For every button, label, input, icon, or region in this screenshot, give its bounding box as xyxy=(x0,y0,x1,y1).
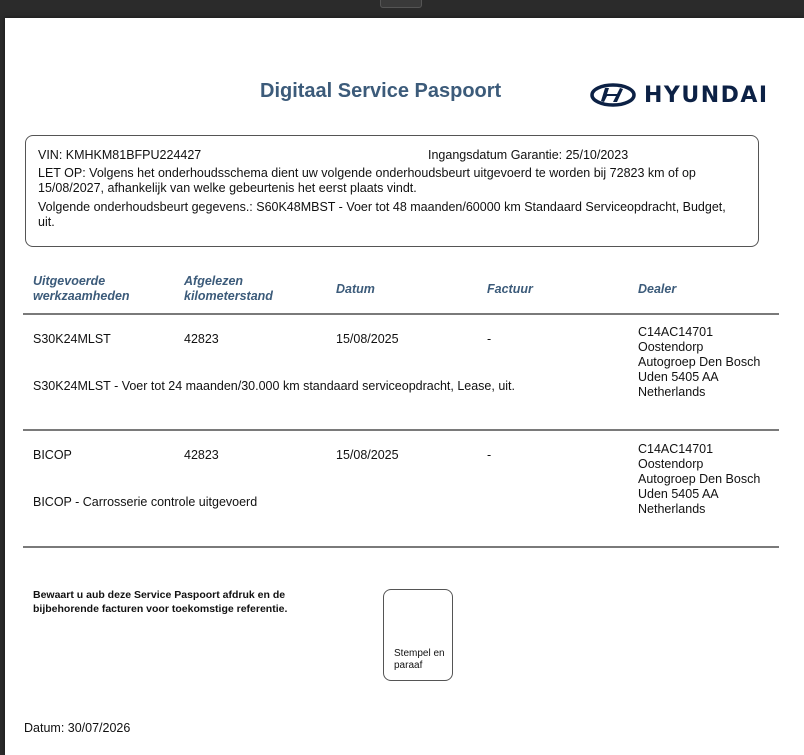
row2-mileage: 42823 xyxy=(184,448,219,462)
dealer-group: Autogroep Den Bosch xyxy=(638,355,761,369)
header-mileage: Afgelezen kilometerstand xyxy=(184,274,273,303)
row2-description: BICOP - Carrosserie controle uitgevoerd xyxy=(33,495,258,509)
header-dealer: Dealer xyxy=(638,282,677,296)
vehicle-info-box xyxy=(25,135,759,247)
dealer-city: Uden 5405 AA xyxy=(638,370,719,384)
dealer-group: Autogroep Den Bosch xyxy=(638,472,761,486)
next-service-text: Volgende onderhoudsbeurt gegevens.: S60K48MBST - Voer tot 48 maanden/60000 km Standaard Serviceopdracht, Budget, uit. xyxy=(38,200,726,229)
table-rule xyxy=(23,313,779,315)
brand-wordmark: HYUNDAI xyxy=(644,82,769,108)
row2-date: 15/08/2025 xyxy=(336,448,399,462)
print-date: Datum: 30/07/2026 xyxy=(24,721,131,735)
header-invoice: Factuur xyxy=(487,282,533,296)
row1-description: S30K24MLST - Voer tot 24 maanden/30.000 km standaard serviceopdracht, Lease, uit. xyxy=(33,379,516,393)
hyundai-emblem-icon xyxy=(590,83,636,107)
stamp-label: Stempel en paraaf xyxy=(394,648,445,671)
footer-note: Bewaart u aub deze Service Paspoort afdruk en de bijbehorende facturen voor toekomstige referentie. xyxy=(33,589,288,615)
vin-text: VIN: KMHKM81BFPU224427 xyxy=(38,148,202,162)
header-work: Uitgevoerde werkzaamheden xyxy=(33,274,130,303)
warranty-start-text: Ingangsdatum Garantie: 25/10/2023 xyxy=(428,148,629,162)
dealer-country: Netherlands xyxy=(638,385,706,399)
row1-mileage: 42823 xyxy=(184,332,219,346)
dealer-country: Netherlands xyxy=(638,502,706,516)
row1-date: 15/08/2025 xyxy=(336,332,399,346)
viewer-toolbar xyxy=(0,0,804,18)
document-page xyxy=(5,18,804,755)
row1-dealer xyxy=(638,325,760,400)
page-title: Digitaal Service Paspoort xyxy=(260,80,502,102)
dealer-code: C14AC14701 xyxy=(638,442,714,456)
dealer-city: Uden 5405 AA xyxy=(638,487,719,501)
service-notice-text: LET OP: Volgens het onderhoudsschema dient uw volgende onderhoudsbeurt uitgevoerd te worden bij 72823 km of op 15/08/2027, afhankelijk van welke gebeurtenis het eerst plaats vindt. xyxy=(38,166,696,195)
dealer-code: C14AC14701 xyxy=(638,325,714,339)
row2-invoice: - xyxy=(487,448,492,462)
row2-dealer xyxy=(638,442,760,517)
brand-logo xyxy=(590,81,769,109)
header-date: Datum xyxy=(336,282,375,296)
table-rule xyxy=(23,429,779,431)
table-rule xyxy=(23,546,779,548)
row1-code: S30K24MLST xyxy=(33,332,111,346)
viewer-pull-tab[interactable] xyxy=(380,0,422,8)
dealer-name: Oostendorp xyxy=(638,457,704,471)
stamp-box xyxy=(383,589,453,681)
row2-code: BICOP xyxy=(33,448,72,462)
row1-invoice: - xyxy=(487,332,492,346)
dealer-name: Oostendorp xyxy=(638,340,704,354)
